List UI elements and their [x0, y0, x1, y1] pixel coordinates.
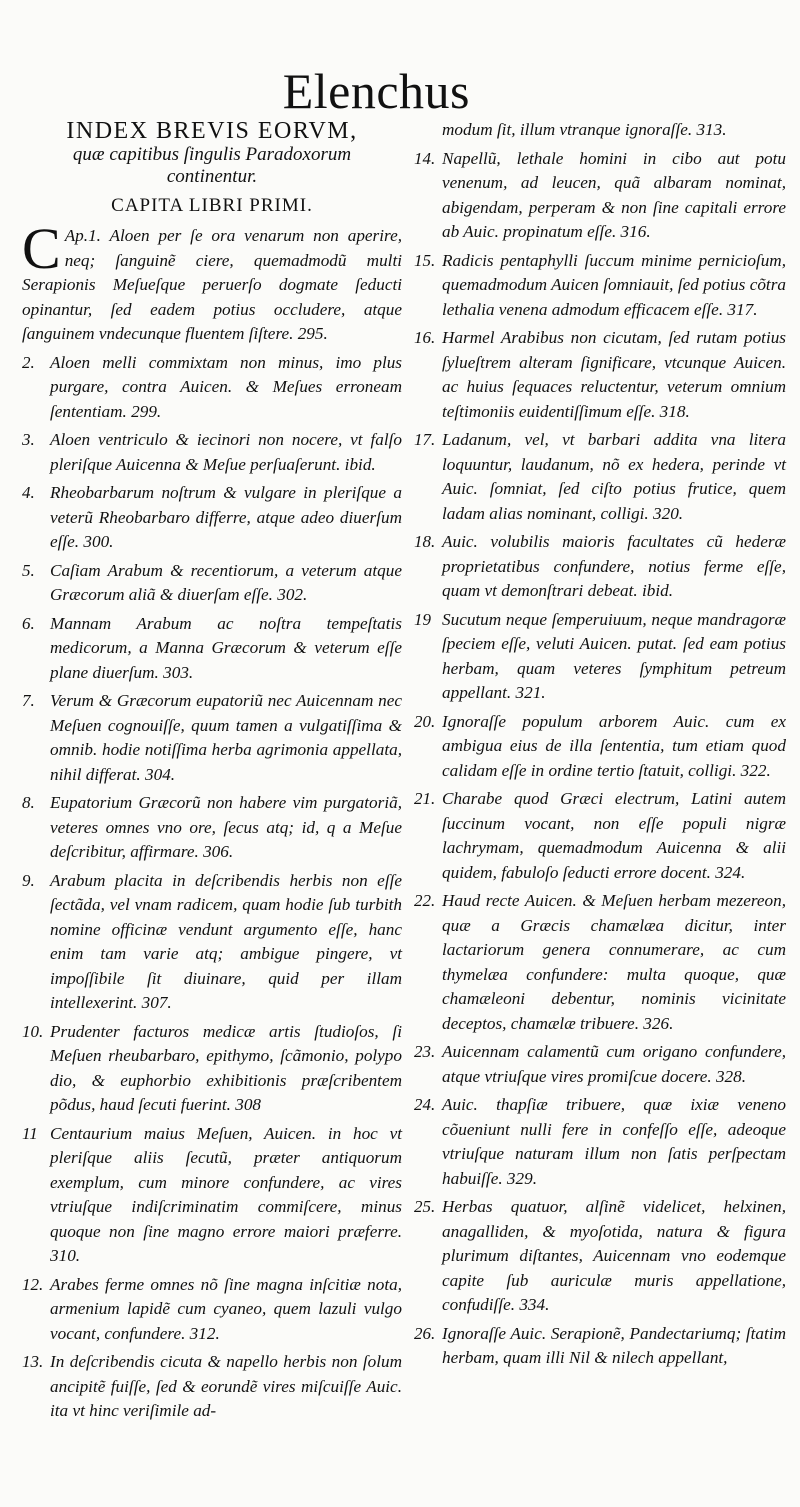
index-heading-line1: INDEX BREVIS EORVM,	[66, 118, 358, 144]
entry-number: 6.	[22, 613, 35, 633]
entry-text: Eupatorium Græcorũ non habere vim purgatoriã, veteres omnes vno ore, ſecus atq; id, q a Meſue deſcribitur, affirmare. 306.	[50, 793, 402, 861]
index-entry	[22, 869, 402, 1016]
entry-text: Centaurium maius Meſuen, Auicen. in hoc vt pleriſque aliis ſecutũ, præter antiquorum exemplum, cum minore confundere, ac vires vtriuſque indiſcriminatim commiſcere, minus quoque non ſine magno errore maiori præferre. 310.	[50, 1123, 402, 1265]
entry-number: 15.	[414, 250, 436, 270]
entry-text: Ignoraſſe Auic. Serapionẽ, Pandectariumq; ſtatim herbam, quam illi Nil & nilech appellant,	[442, 1323, 786, 1367]
index-entry	[22, 612, 402, 686]
entry-number: 20.	[414, 711, 436, 731]
entry-text: Auic. volubilis maioris facultates cũ hederæ proprietatibus confundere, notius ferme eſſe, quam vt demonſtrari debeat. ibid.	[442, 532, 786, 600]
index-entry-1	[22, 216, 402, 347]
entry-number: 3.	[22, 430, 35, 449]
entry-text: Charabe quod Græci electrum, Latini autem ſuccinum vocant, non eſſe populi nigræ lachrymam, quemadmodum Auicenna & alii quidem, fabuloſo ſeducti errore docent. 324.	[442, 789, 786, 882]
entry-number: 11	[22, 1123, 38, 1143]
entry-number: 17.	[414, 430, 436, 449]
index-entry	[22, 481, 402, 555]
entry-number: 22.	[414, 891, 436, 910]
entry-text: Prudenter facturos medicæ artis ſtudioſos, ſi Meſuen rheubarbaro, epithymo, ſcãmonio, polypo dio, & euphorbio exhibitionis præſcribentem põdus, haud ſecuti fuerint. 308	[50, 1021, 402, 1114]
entry-text: Aloen ventriculo & iecinori non nocere, vt falſo pleriſque Auicenna & Meſue perſuaſerunt. ibid.	[50, 430, 402, 474]
entry-number: 13.	[22, 1352, 44, 1371]
entry-text: Rheobarbarum noſtrum & vulgare in pleriſque a veterũ Rheobarbaro differre, atque adeo diuerſum eſſe. 300.	[50, 483, 402, 551]
entry-text: Caſiam Arabum & recentiorum, a veterum atque Græcorum aliã & diuerſam eſſe. 302.	[50, 560, 402, 604]
entry-text: Auicennam calamentũ cum origano confundere, atque vtriuſque vires promiſcue docere. 328.	[442, 1042, 786, 1086]
index-entry	[414, 608, 786, 706]
drop-cap: C	[22, 216, 61, 281]
entry-number: 24.	[414, 1095, 436, 1114]
index-heading-line3: continentur.	[166, 166, 258, 187]
entry-number: 10.	[22, 1021, 44, 1041]
index-entry	[414, 249, 786, 323]
entry-text: Verum & Græcorum eupatoriũ nec Auicennam nec Meſuen cognouiſſe, quum tamen a vulgatiſſima & omnib. hodie notiſſima herba agrimonia appellata, nihil differat. 304.	[50, 691, 402, 784]
index-entry	[22, 689, 402, 787]
entry-text: Harmel Arabibus non cicutam, ſed rutam potius ſylueſtrem alteram ſignificare, vtcunque Auicen. ac huius ſequaces reluctentur, veterum omnium teſtimoniis euidentiſſimum eſſe. 318.	[442, 328, 786, 421]
entry-number: 12.	[22, 1274, 44, 1294]
entry-number: 26.	[414, 1323, 436, 1343]
entry-number: 16.	[414, 328, 436, 347]
index-entry	[414, 1322, 786, 1371]
running-head-title: Elenchus	[282, 63, 470, 119]
entry-number: 19	[414, 609, 431, 629]
entry-1-text: Ap.1. Aloen per ſe ora venarum non aperire, neq; ſanguinẽ ciere, quemadmodũ multi Serapionis Meſueſque peruerſo dogmate ſeducti opinantur, ſed eadem potius occludere, atque ſanguinem vndecunque fluentem ſiſtere. 295.	[22, 226, 402, 343]
index-entry	[414, 530, 786, 604]
index-entry	[22, 559, 402, 608]
entry-text: Herbas quatuor, alſinẽ videlicet, helxinen, anagalliden, & myoſotida, natura & figura plurimum diſtantes, Auicennam vno eodemque capite ſub auriculæ muris appellatione, confudiſſe. 334.	[442, 1197, 786, 1314]
entry-text: Arabes ferme omnes nõ ſine magna inſcitiæ nota, armenium lapidẽ cum cyaneo, quem lazuli vulgo vocant, confundere. 312.	[50, 1274, 402, 1343]
entry-number: 9.	[22, 870, 35, 890]
entry-text: In deſcribendis cicuta & napello herbis non ſolum ancipitẽ fuiſſe, ſed & eorundẽ vires miſcuiſſe Auic. ita vt hinc veriſimile ad-	[50, 1352, 402, 1420]
index-entry	[414, 710, 786, 784]
right-column	[414, 118, 786, 1375]
entry-number: 5.	[22, 560, 35, 580]
index-entry	[22, 1273, 402, 1347]
index-entry	[22, 1350, 402, 1424]
index-entry-continuation	[414, 118, 786, 143]
entry-number: 8.	[22, 793, 35, 812]
index-entry	[414, 428, 786, 526]
entry-text: Haud recte Auicen. & Meſuen herbam mezereon, quæ a Græcis chamælæa dicitur, inter lactariorum genera connumerare, ac cum thymelæa confundere: multa quoque, quæ chamæleoni debentur, nominis vicinitate deceptos, chamælæ tribuere. 326.	[442, 891, 786, 1033]
index-entry	[22, 351, 402, 425]
index-entry	[414, 326, 786, 424]
index-entry	[22, 1122, 402, 1269]
entry-text	[22, 216, 402, 347]
entry-number: 21.	[414, 789, 436, 808]
index-entry	[414, 787, 786, 885]
entry-text: Aloen melli commixtam non minus, imo plus purgare, contra Auicen. & Meſues erroneam ſententiam. 299.	[50, 352, 402, 421]
index-entry	[22, 1020, 402, 1118]
index-heading	[22, 118, 402, 218]
entry-text: Ladanum, vel, vt barbari addita vna litera loquuntur, laudanum, nõ ex hedera, perinde vt Auic. ſomniat, ſed ciſto potius frutice, quem ladam alias nominant, colligi. 320.	[442, 430, 786, 523]
index-entry	[414, 1195, 786, 1318]
section-heading: CAPITA LIBRI PRIMI.	[111, 195, 313, 216]
entry-text: Mannam Arabum ac noſtra tempeſtatis medicorum, a Manna Græcorum & veterum eſſe plane diuerſum. 303.	[50, 613, 402, 682]
index-entry	[414, 1040, 786, 1089]
entry-text: Arabum placita in deſcribendis herbis non eſſe ſectãda, vel vnam radicem, quam hodie ſub turbith nomine officinæ vendunt argumento eſſe, hanc enim tam varie atq; ambigue pingere, vt impoſſibile ſit diuinare, quid per illam intellexerint. 307.	[50, 870, 402, 1012]
index-entry	[22, 791, 402, 865]
index-heading-line2: quæ capitibus ſingulis Paradoxorum	[72, 144, 352, 165]
entry-text: modum ſit, illum vtranque ignoraſſe. 313.	[442, 120, 727, 139]
entry-text: Auic. thapſiæ tribuere, quæ ixiæ veneno cõueniunt nulli fere in confeſſo eſſe, adeoque vtriuſque naturam illum non ſatis perſpectam habuiſſe. 329.	[442, 1095, 786, 1188]
entry-text: Ignoraſſe populum arborem Auic. cum ex ambigua eius de illa ſententia, tum etiam quod calidam eſſe in ordine tertio ſtatuit, colligi. 322.	[442, 711, 786, 780]
entry-text: Radicis pentaphylli ſuccum minime pernicioſum, quemadmodum Auicen ſomniauit, ſed potius cõtra lethalia venena admodum efficacem eſſe. 317.	[442, 250, 786, 319]
entry-number: 7.	[22, 691, 35, 710]
index-entry	[414, 889, 786, 1036]
entry-number: 25.	[414, 1197, 436, 1216]
entry-number: 23.	[414, 1042, 436, 1061]
entry-number: 4.	[22, 483, 35, 502]
index-entry	[414, 147, 786, 245]
index-entry	[22, 428, 402, 477]
running-head	[0, 62, 800, 120]
entry-number: 2.	[22, 352, 35, 372]
entry-text: Sucutum neque ſemperuiuum, neque mandragoræ ſpeciem eſſe, veluti Auicen. putat. ſed eam potius herbam, quam veteres ſymphitum petreum appellant. 321.	[442, 609, 786, 702]
left-column	[22, 118, 402, 1428]
index-entry	[414, 1093, 786, 1191]
entry-number: 18.	[414, 532, 436, 551]
entry-text: Napellũ, lethale homini in cibo aut potu venenum, ad leucen, quã albaram nominat, abigendam, perperam & non ſine capitali errore ab Auic. propinatum eſſe. 316.	[442, 148, 786, 241]
entry-number: 14.	[414, 148, 436, 168]
